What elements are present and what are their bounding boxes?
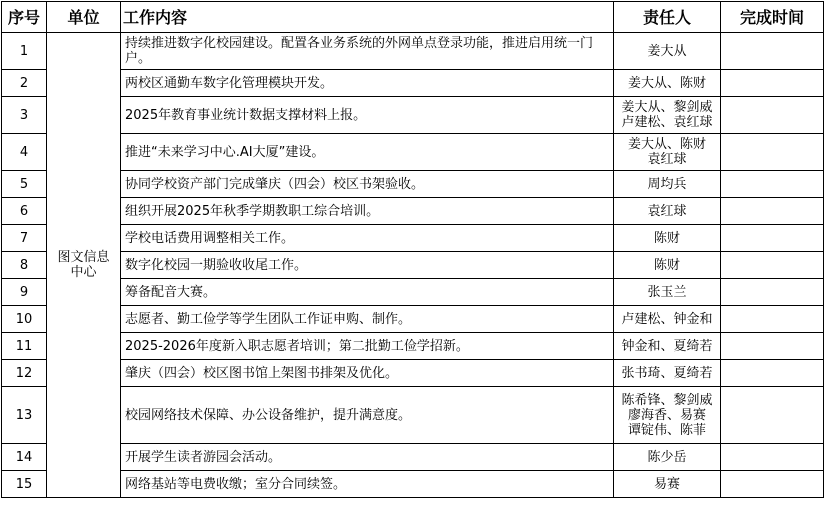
table-row: [2, 252, 824, 279]
responsible-person: 周均兵: [614, 171, 721, 198]
responsible-person: 陈少岳: [614, 444, 721, 471]
work-content: 2025-2026年度新入职志愿者培训；第二批勤工俭学招新。: [121, 333, 614, 360]
responsible-person: 钟金和、夏绮若: [614, 333, 721, 360]
table-row: [2, 97, 824, 134]
work-content: 持续推进数字化校园建设。配置各业务系统的外网单点登录功能，推进启用统一门户。: [121, 33, 614, 70]
table-row: [2, 225, 824, 252]
header-person: 责任人: [614, 2, 721, 33]
completion-time: [721, 306, 824, 333]
table-row: [2, 387, 824, 444]
table-row: [2, 333, 824, 360]
responsible-person: 姜大从、陈财 袁红球: [614, 134, 721, 171]
completion-time: [721, 471, 824, 498]
work-content: 校园网络技术保障、办公设备维护，提升满意度。: [121, 387, 614, 444]
responsible-person: 姜大从: [614, 33, 721, 70]
completion-time: [721, 97, 824, 134]
completion-time: [721, 33, 824, 70]
work-content: 开展学生读者游园会活动。: [121, 444, 614, 471]
table-row: [2, 360, 824, 387]
row-number: 11: [2, 333, 47, 360]
row-number: 4: [2, 134, 47, 171]
table-row: [2, 198, 824, 225]
header-content: 工作内容: [121, 2, 614, 33]
table-row: [2, 444, 824, 471]
work-content: 协同学校资产部门完成肇庆（四会）校区书架验收。: [121, 171, 614, 198]
completion-time: [721, 360, 824, 387]
completion-time: [721, 70, 824, 97]
responsible-person: 张书琦、夏绮若: [614, 360, 721, 387]
row-number: 2: [2, 70, 47, 97]
row-number: 7: [2, 225, 47, 252]
completion-time: [721, 387, 824, 444]
work-plan-table: [1, 1, 824, 498]
work-content: 学校电话费用调整相关工作。: [121, 225, 614, 252]
responsible-person: 卢建松、钟金和: [614, 306, 721, 333]
table-row: [2, 33, 824, 70]
row-number: 14: [2, 444, 47, 471]
work-content: 2025年教育事业统计数据支撑材料上报。: [121, 97, 614, 134]
responsible-person: 袁红球: [614, 198, 721, 225]
completion-time: [721, 225, 824, 252]
unit-cell: 图文信息 中心: [47, 33, 121, 498]
table-row: [2, 171, 824, 198]
completion-time: [721, 198, 824, 225]
work-content: 肇庆（四会）校区图书馆上架图书排架及优化。: [121, 360, 614, 387]
responsible-person: 陈希锋、黎剑威 廖海香、易赛 谭锭伟、陈菲: [614, 387, 721, 444]
row-number: 3: [2, 97, 47, 134]
table-row: [2, 471, 824, 498]
header-time: 完成时间: [721, 2, 824, 33]
responsible-person: 姜大从、黎剑威 卢建松、袁红球: [614, 97, 721, 134]
row-number: 8: [2, 252, 47, 279]
row-number: 6: [2, 198, 47, 225]
work-content: 组织开展2025年秋季学期教职工综合培训。: [121, 198, 614, 225]
completion-time: [721, 279, 824, 306]
work-content: 数字化校园一期验收收尾工作。: [121, 252, 614, 279]
completion-time: [721, 171, 824, 198]
responsible-person: 陈财: [614, 252, 721, 279]
work-content: 网络基站等电费收缴；室分合同续签。: [121, 471, 614, 498]
row-number: 1: [2, 33, 47, 70]
work-content: 推进“未来学习中心.AI大厦”建设。: [121, 134, 614, 171]
responsible-person: 陈财: [614, 225, 721, 252]
responsible-person: 张玉兰: [614, 279, 721, 306]
responsible-person: 易赛: [614, 471, 721, 498]
completion-time: [721, 333, 824, 360]
table-row: [2, 279, 824, 306]
work-content: 两校区通勤车数字化管理模块开发。: [121, 70, 614, 97]
header-unit: 单位: [47, 2, 121, 33]
work-content: 筹备配音大赛。: [121, 279, 614, 306]
row-number: 15: [2, 471, 47, 498]
completion-time: [721, 134, 824, 171]
row-number: 10: [2, 306, 47, 333]
row-number: 12: [2, 360, 47, 387]
completion-time: [721, 444, 824, 471]
table-body: [2, 33, 824, 498]
table-row: [2, 134, 824, 171]
table-row: [2, 306, 824, 333]
row-number: 13: [2, 387, 47, 444]
responsible-person: 姜大从、陈财: [614, 70, 721, 97]
row-number: 5: [2, 171, 47, 198]
header-row: [2, 2, 824, 33]
header-num: 序号: [2, 2, 47, 33]
row-number: 9: [2, 279, 47, 306]
completion-time: [721, 252, 824, 279]
work-content: 志愿者、勤工俭学等学生团队工作证申购、制作。: [121, 306, 614, 333]
table-row: [2, 70, 824, 97]
